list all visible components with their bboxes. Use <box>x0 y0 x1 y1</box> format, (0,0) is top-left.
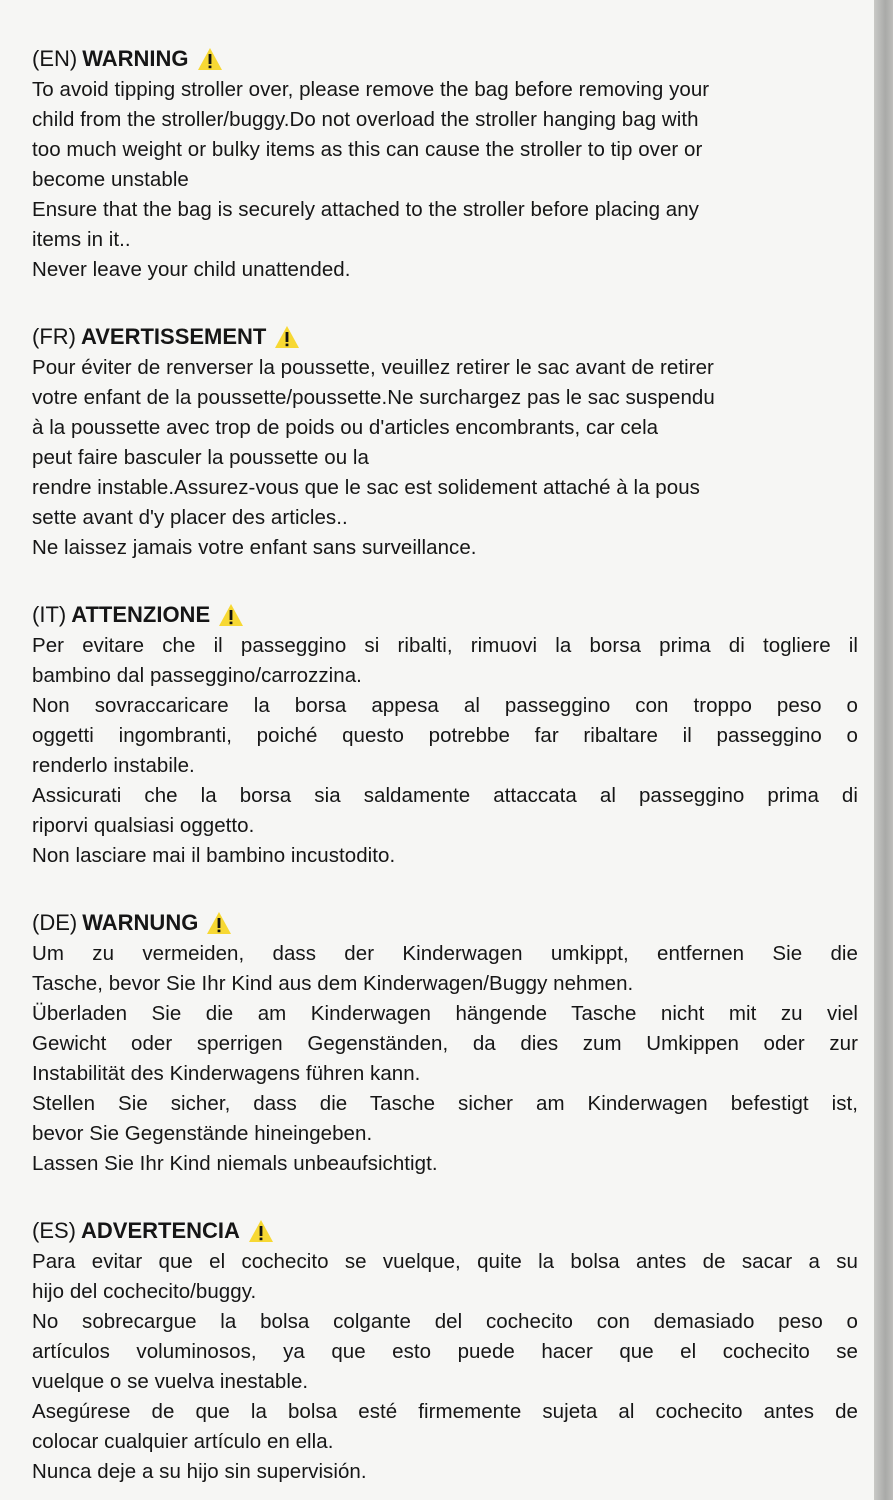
section-it <box>32 600 856 871</box>
text-line: renderlo instabile. <box>32 754 195 777</box>
section-heading <box>32 600 856 630</box>
text-line: peut faire basculer la poussette ou la <box>32 446 369 469</box>
warning-triangle-icon <box>274 325 300 349</box>
section-en <box>32 44 856 285</box>
text-line: sette avant d'y placer des articles.. <box>32 506 348 529</box>
text-line: Überladen Sie die am Kinderwagen hängende Tasche nicht mit zu viel <box>32 1002 858 1025</box>
section-heading <box>32 908 856 938</box>
language-code: (EN) <box>32 46 78 71</box>
language-code: (ES) <box>32 1218 76 1243</box>
section-title: ADVERTENCIA <box>81 1218 240 1243</box>
section-es <box>32 1216 856 1487</box>
text-line: artículos voluminosos, ya que esto puede hacer que el cochecito se <box>32 1340 858 1363</box>
text-line: Stellen Sie sicher, dass die Tasche sicher am Kinderwagen befestigt ist, <box>32 1092 858 1115</box>
text-line: Non sovraccaricare la borsa appesa al passeggino con troppo peso o <box>32 694 858 717</box>
text-line: Assicurati che la borsa sia saldamente attaccata al passeggino prima di <box>32 784 858 807</box>
section-de <box>32 908 856 1179</box>
language-code: (IT) <box>32 602 67 627</box>
text-line: items in it.. <box>32 228 131 251</box>
warning-triangle-icon <box>206 911 232 935</box>
text-line: become unstable <box>32 168 189 191</box>
text-line: Para evitar que el cochecito se vuelque, quite la bolsa antes de sacar a su <box>32 1250 858 1273</box>
text-line: Instabilität des Kinderwagens führen kann. <box>32 1062 421 1085</box>
text-line: child from the stroller/buggy.Do not overload the stroller hanging bag with <box>32 108 699 131</box>
section-title: ATTENZIONE <box>71 602 211 627</box>
section-heading <box>32 322 856 352</box>
text-line: bambino dal passeggino/carrozzina. <box>32 664 362 687</box>
section-fr <box>32 322 856 563</box>
text-line: Non lasciare mai il bambino incustodito. <box>32 844 396 867</box>
language-code: (FR) <box>32 324 76 349</box>
text-line: votre enfant de la poussette/poussette.Ne surchargez pas le sac suspendu <box>32 386 715 409</box>
text-line: Pour éviter de renverser la poussette, veuillez retirer le sac avant de retirer <box>32 356 714 379</box>
text-line: Per evitare che il passeggino si ribalti, rimuovi la borsa prima di togliere il <box>32 634 858 657</box>
section-heading <box>32 1216 856 1246</box>
text-line: Never leave your child unattended. <box>32 258 351 281</box>
text-line: Tasche, bevor Sie Ihr Kind aus dem Kinderwagen/Buggy nehmen. <box>32 972 634 995</box>
section-title: WARNING <box>82 46 189 71</box>
warning-triangle-icon <box>197 47 223 71</box>
section-heading <box>32 44 856 74</box>
text-line: vuelque o se vuelva inestable. <box>32 1370 309 1393</box>
language-code: (DE) <box>32 910 78 935</box>
section-title: AVERTISSEMENT <box>80 324 267 349</box>
text-line: riporvi qualsiasi oggetto. <box>32 814 255 837</box>
text-line: Nunca deje a su hijo sin supervisión. <box>32 1460 367 1483</box>
text-line: Lassen Sie Ihr Kind niemals unbeaufsichtigt. <box>32 1152 438 1175</box>
text-line: Ensure that the bag is securely attached to the stroller before placing any <box>32 198 699 221</box>
text-line: Gewicht oder sperrigen Gegenständen, da dies zum Umkippen oder zur <box>32 1032 858 1055</box>
text-line: hijo del cochecito/buggy. <box>32 1280 257 1303</box>
text-line: No sobrecargue la bolsa colgante del cochecito con demasiado peso o <box>32 1310 858 1333</box>
text-line: Ne laissez jamais votre enfant sans surveillance. <box>32 536 477 559</box>
warning-triangle-icon <box>218 603 244 627</box>
background-edge <box>874 0 893 1500</box>
section-title: WARNUNG <box>82 910 199 935</box>
text-line: Um zu vermeiden, dass der Kinderwagen umkippt, entfernen Sie die <box>32 942 858 965</box>
text-line: Asegúrese de que la bolsa esté firmemente sujeta al cochecito antes de <box>32 1400 858 1423</box>
text-line: colocar cualquier artículo en ella. <box>32 1430 334 1453</box>
text-line: too much weight or bulky items as this can cause the stroller to tip over or <box>32 138 703 161</box>
text-line: bevor Sie Gegenstände hineingeben. <box>32 1122 373 1145</box>
text-line: To avoid tipping stroller over, please remove the bag before removing your <box>32 78 710 101</box>
text-line: rendre instable.Assurez-vous que le sac est solidement attaché à la pous <box>32 476 700 499</box>
text-line: oggetti ingombranti, poiché questo potrebbe far ribaltare il passeggino o <box>32 724 858 747</box>
warning-triangle-icon <box>248 1219 274 1243</box>
text-line: à la poussette avec trop de poids ou d'articles encombrants, car cela <box>32 416 659 439</box>
